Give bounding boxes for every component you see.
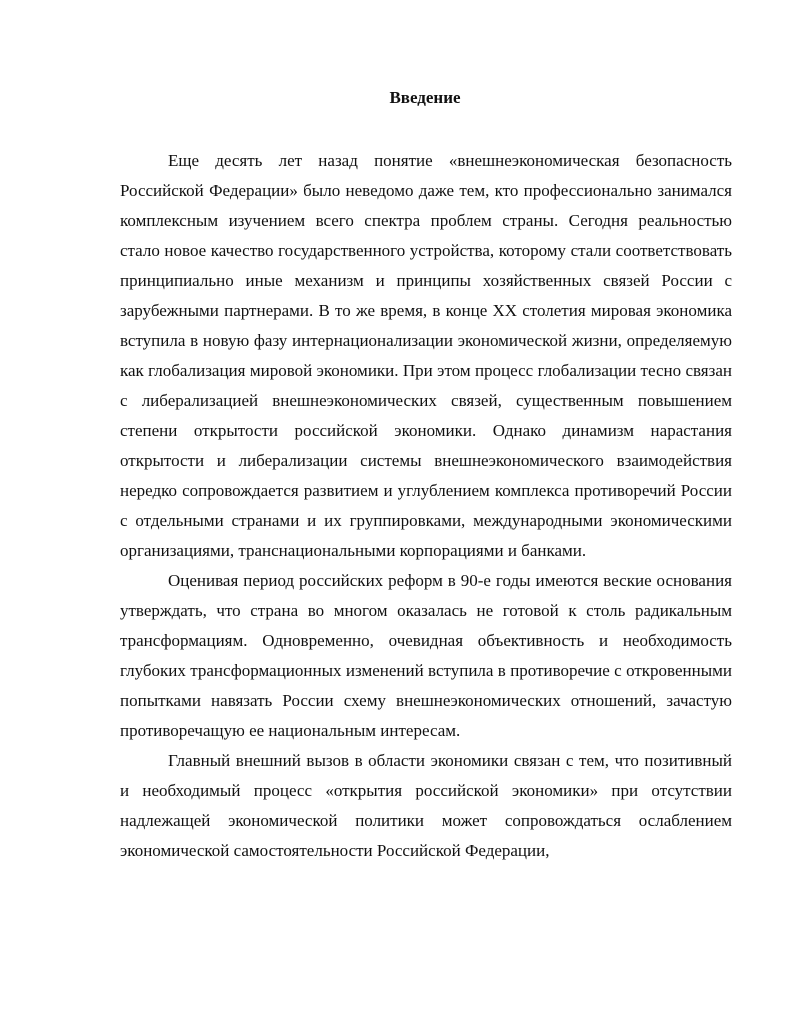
paragraph-2: Оценивая период российских реформ в 90-е годы имеются веские основания утверждать, что страна во многом оказалась не готовой к столь радикальным трансформациям. Одновременно, очевидная объективность и необходимость глубоких трансформационных изменений вступила в противоречие с откровенными попытками навязать России схему внешнеэкономических отношений, зачастую противоречащую ее национальным интересам.: [120, 571, 732, 740]
document-body: [120, 146, 732, 866]
page-title: Введение: [389, 88, 461, 107]
paragraph-1: Еще десять лет назад понятие «внешнеэкономическая безопасность Российской Федерации» было неведомо даже тем, кто профессионально занимался комплексным изучением всего спектра проблем страны. Сегодня реальностью стало новое качество государственного устройства, которому стали соответствовать принципиально иные механизм и принципы хозяйственных связей России с зарубежными партнерами. В то же время, в конце XX столетия мировая экономика вступила в новую фазу интернационализации экономической жизни, определяемую как глобализация мировой экономики. При этом процесс глобализации тесно связан с либерализацией внешнеэкономических связей, существенным повышением степени открытости российской экономики. Однако динамизм нарастания открытости и либерализации системы внешнеэкономического взаимодействия нередко сопровождается развитием и углублением комплекса противоречий России с отдельными странами и их группировками, международными экономическими организациями, транснациональными корпорациями и банками.: [120, 151, 732, 560]
paragraph-3: Главный внешний вызов в области экономики связан с тем, что позитивный и необходимый процесс «открытия российской экономики» при отсутствии надлежащей экономической политики может сопровождаться ослаблением экономической самостоятельности Российской Федерации,: [120, 751, 732, 860]
